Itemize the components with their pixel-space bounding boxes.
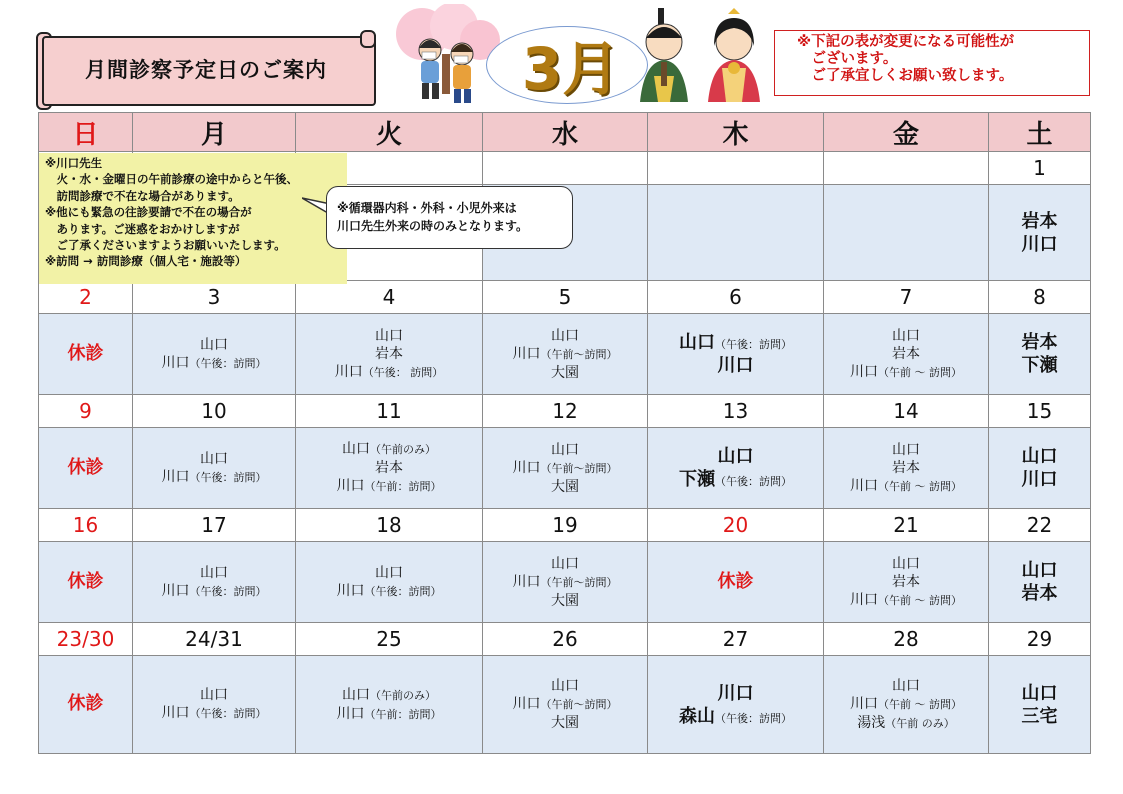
note-line: 訪問診療で不在な場合があります。 <box>45 188 240 203</box>
time-note: （午前～訪問） <box>540 698 618 711</box>
schedule-cell <box>133 428 296 509</box>
date-number: 20 <box>648 509 824 542</box>
schedule-cell <box>989 314 1091 395</box>
date-number: 12 <box>483 395 648 428</box>
date-row <box>39 509 1091 542</box>
doctor-name: 山口 <box>342 686 370 703</box>
date-number: 29 <box>989 623 1091 656</box>
doctor-name: 岩本 <box>892 573 920 590</box>
callout-bubble <box>326 186 573 249</box>
date-number: 5 <box>483 281 648 314</box>
date-number: 28 <box>824 623 989 656</box>
time-note: （午後：訪問） <box>189 470 267 484</box>
doctor-name: 大園 <box>551 364 579 381</box>
page-title: 月間診察予定日のご案内 <box>85 58 327 82</box>
doctor-name: 大園 <box>551 478 579 495</box>
time-note: （午前～訪問） <box>540 347 618 361</box>
doctor-notes <box>39 153 347 284</box>
schedule-cell <box>989 428 1091 509</box>
date-number: 27 <box>648 623 824 656</box>
date-row <box>39 281 1091 314</box>
time-note: （午前：訪問） <box>364 480 442 493</box>
closed-label: 休診 <box>67 570 104 592</box>
doctor-name: 山口 <box>892 327 920 344</box>
doctor-name: 川口 <box>512 459 541 476</box>
weekday-tue: 火 <box>296 113 483 152</box>
doctor-name: 岩本 <box>1021 332 1058 353</box>
time-note: （午前 ～ 訪問） <box>878 365 962 379</box>
schedule-row <box>39 656 1091 754</box>
doctor-name: 森山 <box>679 705 715 727</box>
date-number: 11 <box>296 395 483 428</box>
date-number: 19 <box>483 509 648 542</box>
empty-cell <box>648 152 824 185</box>
title-banner <box>36 30 376 106</box>
doctor-name: 山口 <box>551 327 579 344</box>
doctor-name: 川口 <box>336 582 365 599</box>
schedule-cell <box>296 428 483 509</box>
date-number: 16 <box>39 509 133 542</box>
notice-line: ございます。 <box>797 51 898 67</box>
schedule-cell <box>824 428 989 509</box>
date-row <box>39 623 1091 656</box>
closed-label: 休診 <box>67 693 104 714</box>
date-number: 22 <box>989 509 1091 542</box>
doctor-name: 山口 <box>551 441 579 458</box>
empty-cell <box>824 185 989 281</box>
doctor-name: 川口 <box>161 354 190 371</box>
schedule-cell <box>483 314 648 395</box>
schedule-cell <box>39 656 133 754</box>
doctor-name: 川口 <box>512 573 541 590</box>
time-note: （午前 ～ 訪問） <box>878 697 962 711</box>
date-number: 8 <box>989 281 1091 314</box>
time-note: （午後：訪問） <box>715 711 792 725</box>
doctor-name: 山口 <box>551 678 579 694</box>
doctor-name: 川口 <box>850 363 878 380</box>
schedule-cell <box>989 185 1091 281</box>
doctor-name: 岩本 <box>1021 210 1058 232</box>
doctor-name: 山口 <box>200 336 228 353</box>
doctor-name: 川口 <box>336 705 365 722</box>
date-number: 6 <box>648 281 824 314</box>
schedule-cell <box>296 656 483 754</box>
schedule-cell <box>483 542 648 623</box>
schedule-cell <box>989 656 1091 754</box>
weekday-sun: 日 <box>39 113 133 152</box>
time-note: （午後：訪問） <box>189 584 267 598</box>
doctor-name: 川口 <box>512 696 541 712</box>
note-line: ※他にも緊急の往診要請で不在の場合が <box>45 205 252 220</box>
weekday-mon: 月 <box>133 113 296 152</box>
date-number: 26 <box>483 623 648 656</box>
weekday-header-row <box>39 113 1091 152</box>
date-number: 1 <box>989 152 1091 185</box>
note-line: 火・水・金曜日の午前診療の途中からと午後、 <box>45 172 298 187</box>
cherry-blossom-kids-illustration <box>392 4 502 108</box>
doctor-name: 岩本 <box>892 459 920 476</box>
note-line: ※訪問 → 訪問診療（個人宅・施設等） <box>45 254 247 269</box>
time-note: （午後：訪問） <box>715 338 792 351</box>
doctor-name: 川口 <box>161 582 190 599</box>
doctor-name: 岩本 <box>375 345 403 362</box>
doctor-name: 川口 <box>161 468 190 485</box>
schedule-cell <box>483 428 648 509</box>
schedule-cell <box>648 542 824 623</box>
callout-line: ※循環器内科・外科・小児外来は <box>337 201 517 215</box>
scroll-curl-right <box>360 30 376 48</box>
schedule-row <box>39 542 1091 623</box>
doctor-name: 川口 <box>512 345 541 362</box>
date-number: 4 <box>296 281 483 314</box>
doctor-name: 山口 <box>679 332 715 353</box>
note-line: ※川口先生 <box>45 156 103 170</box>
schedule-cell <box>989 542 1091 623</box>
note-line: ご了承くださいますようお願いいたします。 <box>45 238 286 253</box>
schedule-cell <box>824 314 989 395</box>
schedule-cell <box>483 656 648 754</box>
schedule-row <box>39 428 1091 509</box>
schedule-cell <box>133 542 296 623</box>
doctor-name: 川口 <box>717 355 754 376</box>
time-note: （午前：訪問） <box>364 707 442 721</box>
time-note: （午後：訪問） <box>715 475 792 488</box>
weekday-sat: 土 <box>989 113 1091 152</box>
closed-label: 休診 <box>67 342 104 364</box>
doctor-name: 川口 <box>336 478 365 494</box>
doctor-name: 湯浅 <box>857 714 886 731</box>
notice-line: ご了承宜しくお願い致します。 <box>797 68 1014 84</box>
time-note: （午前～訪問） <box>540 575 618 589</box>
doctor-name: 川口 <box>850 477 878 494</box>
date-number: 17 <box>133 509 296 542</box>
doctor-name: 岩本 <box>375 460 403 476</box>
date-number: 23/30 <box>39 623 133 656</box>
doctor-name: 岩本 <box>1021 583 1058 604</box>
schedule-cell <box>824 542 989 623</box>
empty-cell <box>824 152 989 185</box>
time-note: （午後：訪問） <box>189 356 267 370</box>
time-note: （午後：訪問） <box>189 707 267 720</box>
schedule-cell <box>39 542 133 623</box>
doctor-name: 山口 <box>200 564 228 581</box>
schedule-cell <box>648 314 824 395</box>
doctor-name: 山口 <box>200 450 228 467</box>
time-note: （午前～訪問） <box>540 461 618 475</box>
month-label: 3月 <box>521 35 621 103</box>
change-notice <box>774 30 1090 96</box>
time-note: （午後：訪問） <box>364 584 442 598</box>
doctor-name: 山口 <box>375 327 403 344</box>
doctor-name: 岩本 <box>892 345 920 362</box>
doctor-name: 山口 <box>1021 446 1058 467</box>
date-number: 3 <box>133 281 296 314</box>
date-number: 14 <box>824 395 989 428</box>
doctor-name: 大園 <box>551 592 579 609</box>
time-note: （午前のみ） <box>370 443 436 456</box>
time-note: （午前のみ） <box>370 688 436 702</box>
doctor-name: 川口 <box>1021 469 1058 490</box>
weekday-wed: 水 <box>483 113 648 152</box>
schedule-cell <box>648 656 824 754</box>
time-note: （午前 ～ 訪問） <box>878 479 962 493</box>
empty-cell <box>648 185 824 281</box>
doctor-name: 山口 <box>892 555 920 572</box>
doctor-name: 下瀬 <box>1021 355 1058 376</box>
date-number: 10 <box>133 395 296 428</box>
schedule-cell <box>824 656 989 754</box>
doctor-name: 下瀬 <box>679 469 715 490</box>
empty-cell <box>483 152 648 185</box>
doctor-name: 山口 <box>551 555 579 572</box>
weekday-fri: 金 <box>824 113 989 152</box>
schedule-cell <box>296 314 483 395</box>
date-number: 24/31 <box>133 623 296 656</box>
doctor-name: 山口 <box>717 446 754 467</box>
doctor-name: 川口 <box>334 363 363 380</box>
doctor-name: 山口 <box>342 441 370 457</box>
date-number: 13 <box>648 395 824 428</box>
hina-dolls-illustration <box>636 6 776 106</box>
date-row <box>39 395 1091 428</box>
time-note: （午前 ～ 訪問） <box>878 593 962 607</box>
doctor-name: 三宅 <box>1021 705 1058 727</box>
doctor-name: 川口 <box>1021 233 1058 255</box>
date-number: 25 <box>296 623 483 656</box>
time-note: （午後： 訪問） <box>362 365 444 379</box>
doctor-name: 山口 <box>892 441 920 458</box>
weekday-thu: 木 <box>648 113 824 152</box>
doctor-name: 山口 <box>1021 682 1058 704</box>
date-number: 21 <box>824 509 989 542</box>
doctor-name: 川口 <box>717 682 754 704</box>
schedule-cell <box>133 656 296 754</box>
date-number: 18 <box>296 509 483 542</box>
date-number: 2 <box>39 281 133 314</box>
schedule-cell <box>296 542 483 623</box>
doctor-name: 山口 <box>375 564 403 581</box>
schedule-row <box>39 314 1091 395</box>
doctor-name: 山口 <box>892 677 920 694</box>
date-number: 9 <box>39 395 133 428</box>
notice-line: ※下記の表が変更になる可能性が <box>797 34 1015 50</box>
time-note: （午前 のみ） <box>885 716 955 730</box>
closed-label: 休診 <box>67 456 104 478</box>
doctor-name: 大園 <box>551 715 579 731</box>
schedule-cell <box>39 428 133 509</box>
date-number: 15 <box>989 395 1091 428</box>
date-number: 7 <box>824 281 989 314</box>
doctor-name: 山口 <box>1021 560 1058 581</box>
callout-line: 川口先生外来の時のみとなります。 <box>337 219 529 233</box>
note-line: あります。ご迷惑をおかけしますが <box>45 221 240 236</box>
doctor-name: 川口 <box>850 695 878 712</box>
doctor-name: 川口 <box>850 591 878 608</box>
closed-label: 休診 <box>717 570 754 592</box>
schedule-cell <box>39 314 133 395</box>
schedule-cell <box>133 314 296 395</box>
doctor-name: 山口 <box>200 687 228 703</box>
doctor-name: 川口 <box>161 705 190 721</box>
schedule-cell <box>648 428 824 509</box>
